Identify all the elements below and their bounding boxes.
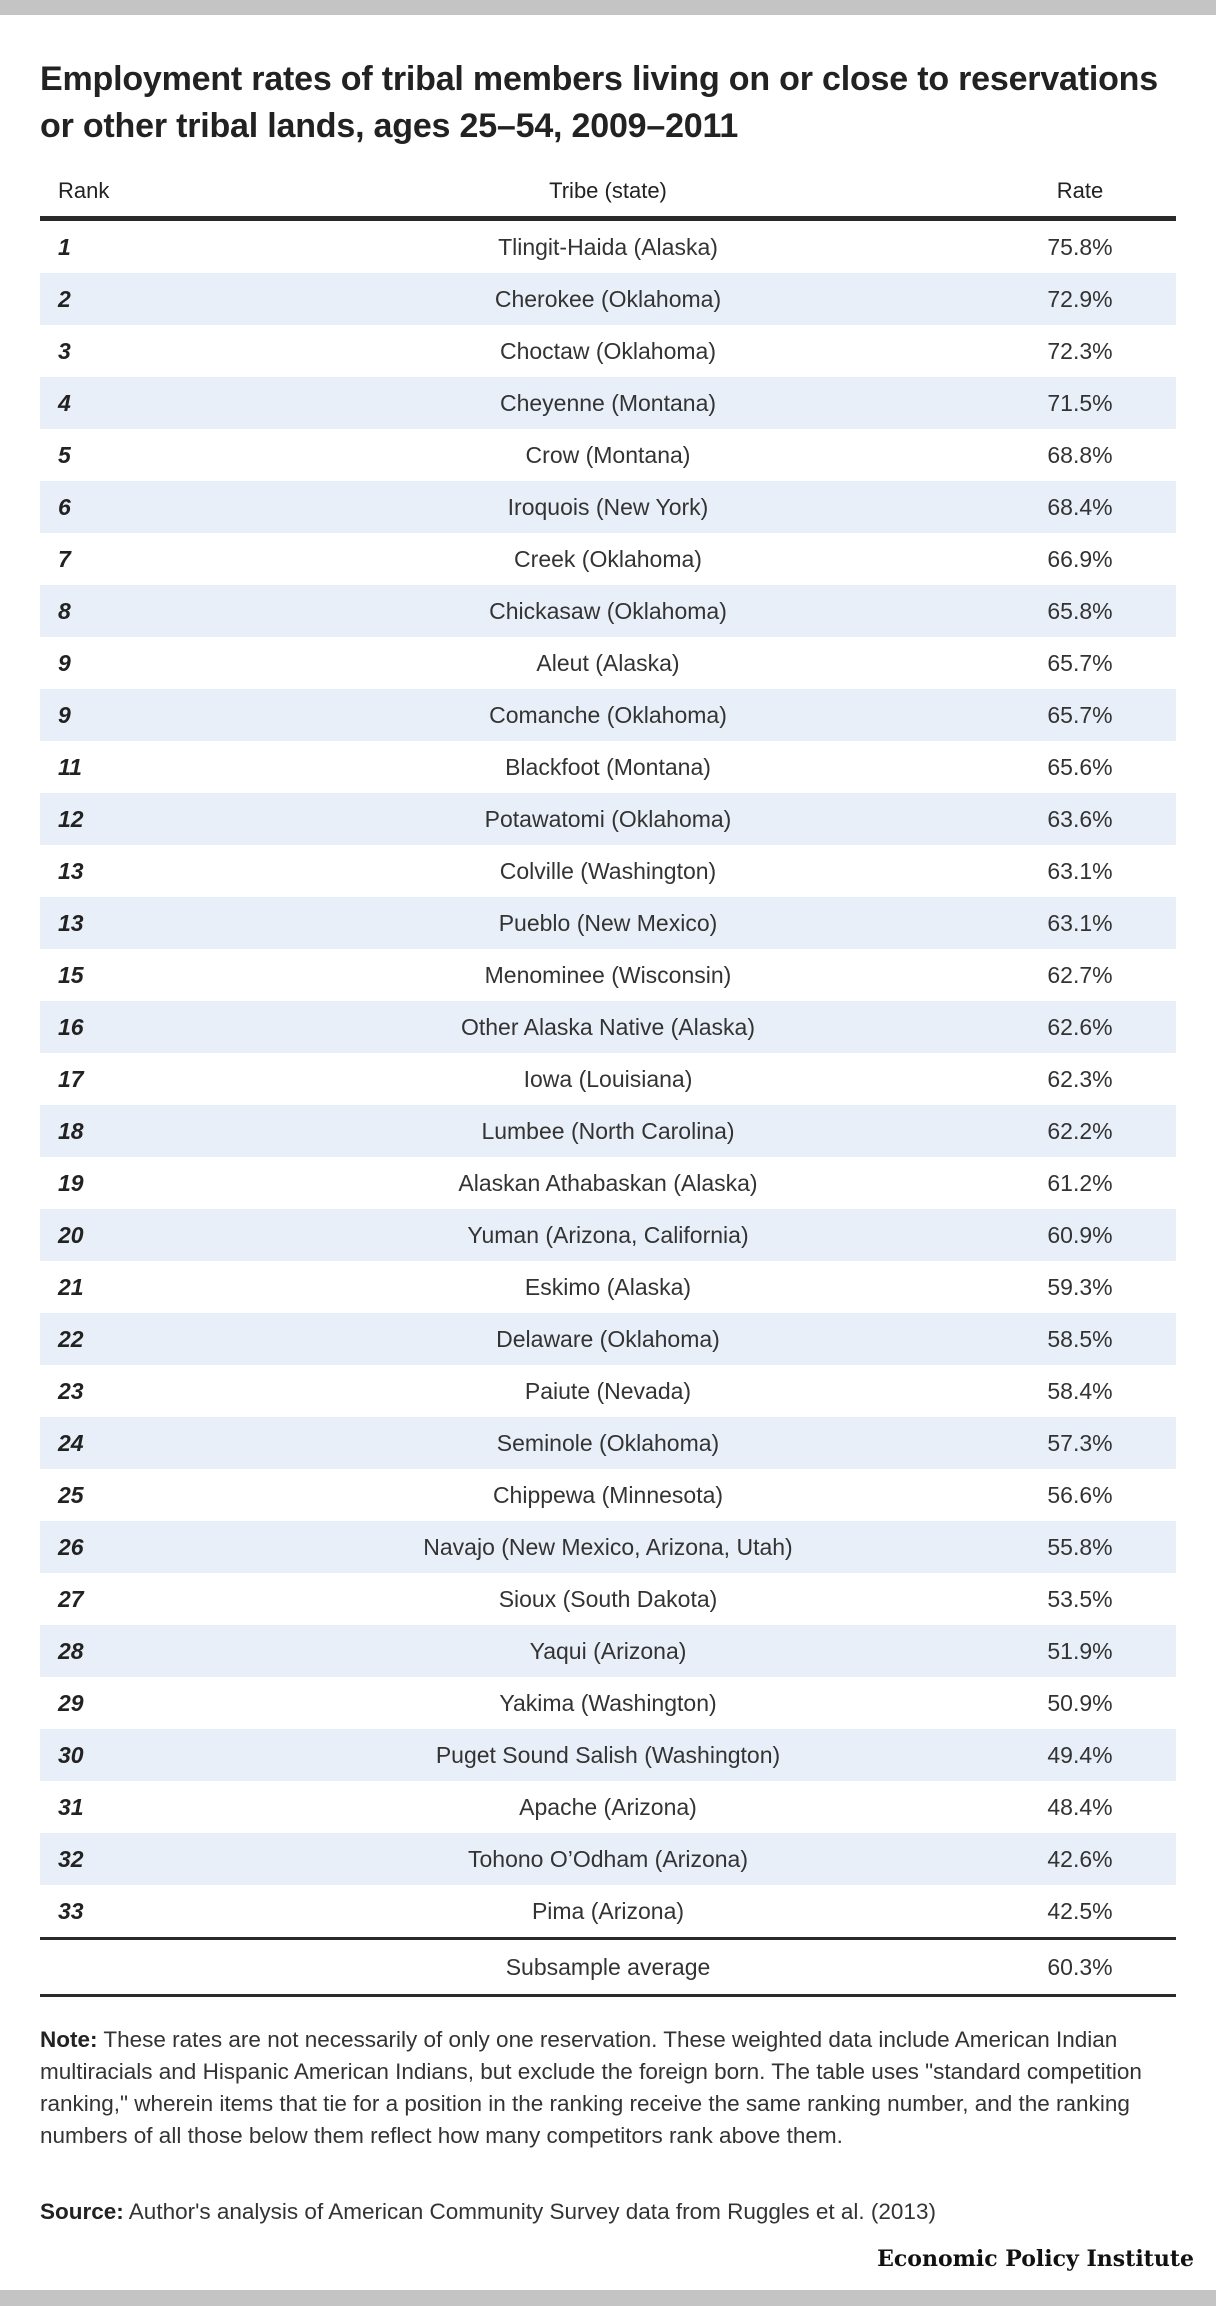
chart-title: Employment rates of tribal members living on or close to reservations or other tribal lands, ages 25–54, 2009–2011 — [40, 60, 1158, 145]
tribe-cell: Yakima (Washington) — [499, 1690, 717, 1716]
rate-cell: 53.5% — [1047, 1586, 1113, 1612]
note — [40, 2024, 1180, 2152]
tribe-cell: Tohono O’Odham (Arizona) — [468, 1846, 748, 1872]
summary-row — [40, 1937, 1176, 1997]
table-row — [40, 1365, 1176, 1417]
top-frame-bar — [0, 0, 1216, 15]
rank-cell: 8 — [58, 598, 71, 624]
rate-cell: 56.6% — [1047, 1482, 1113, 1508]
table-row — [40, 429, 1176, 481]
rank-cell: 13 — [58, 910, 84, 936]
header-rank: Rank — [58, 178, 110, 203]
header-rate: Rate — [1056, 178, 1104, 203]
note-label: Note: — [40, 2027, 98, 2052]
rank-cell: 16 — [58, 1014, 84, 1040]
table-row — [40, 845, 1176, 897]
rank-cell: 11 — [58, 754, 82, 780]
tribe-cell: Aleut (Alaska) — [536, 650, 680, 676]
table-row — [40, 689, 1176, 741]
rank-cell: 2 — [58, 286, 71, 312]
table-row — [40, 1521, 1176, 1573]
table-row — [40, 1469, 1176, 1521]
tribe-cell: Apache (Arizona) — [519, 1794, 697, 1820]
tribe-cell: Chippewa (Minnesota) — [492, 1482, 724, 1508]
table-row — [40, 1209, 1176, 1261]
rank-cell: 28 — [58, 1638, 84, 1664]
rate-cell: 55.8% — [1047, 1534, 1113, 1560]
rate-cell: 72.9% — [1047, 286, 1113, 312]
table-row — [40, 1729, 1176, 1781]
rate-cell: 65.8% — [1047, 598, 1113, 624]
table-row — [40, 1781, 1176, 1833]
rate-cell: 75.8% — [1047, 234, 1113, 260]
rate-cell: 51.9% — [1047, 1638, 1113, 1664]
rank-cell: 30 — [58, 1742, 84, 1768]
rate-cell: 60.9% — [1047, 1222, 1113, 1248]
rate-cell: 42.6% — [1047, 1846, 1113, 1872]
publisher-credit: Economic Policy Institute — [877, 2246, 1194, 2272]
table-row — [40, 481, 1176, 533]
table-row — [40, 377, 1176, 429]
rate-cell: 42.5% — [1047, 1898, 1113, 1924]
rate-cell: 49.4% — [1047, 1742, 1113, 1768]
rank-cell: 31 — [58, 1794, 84, 1820]
tribe-cell: Comanche (Oklahoma) — [489, 702, 727, 728]
rank-cell: 26 — [58, 1534, 84, 1560]
tribe-cell: Yaqui (Arizona) — [529, 1638, 687, 1664]
tribe-cell: Chickasaw (Oklahoma) — [489, 598, 727, 624]
rank-cell: 27 — [58, 1586, 84, 1612]
tribe-cell: Tlingit-Haida (Alaska) — [498, 234, 718, 260]
tribe-cell: Cherokee (Oklahoma) — [494, 286, 722, 312]
table-row — [40, 1313, 1176, 1365]
rank-cell: 21 — [58, 1274, 84, 1300]
tribe-cell: Blackfoot (Montana) — [505, 754, 711, 780]
rank-cell: 29 — [58, 1690, 84, 1716]
tribe-cell: Cheyenne (Montana) — [499, 390, 717, 416]
rate-cell: 58.5% — [1047, 1326, 1113, 1352]
table-row — [40, 793, 1176, 845]
table-row — [40, 585, 1176, 637]
table-row — [40, 1625, 1176, 1677]
rate-cell: 50.9% — [1047, 1690, 1113, 1716]
tribe-cell: Puget Sound Salish (Washington) — [435, 1742, 781, 1768]
table-row — [40, 325, 1176, 377]
summary-label: Subsample average — [505, 1954, 711, 1980]
rank-cell: 20 — [58, 1222, 84, 1248]
rank-cell: 1 — [58, 234, 71, 260]
rank-cell: 9 — [58, 702, 71, 728]
tribe-cell: Menominee (Wisconsin) — [484, 962, 732, 988]
table-row — [40, 1833, 1176, 1885]
table-row — [40, 221, 1176, 273]
rank-cell: 13 — [58, 858, 84, 884]
table-row — [40, 1105, 1176, 1157]
table-row — [40, 1261, 1176, 1313]
rate-cell: 63.6% — [1047, 806, 1113, 832]
tribe-cell: Paiute (Nevada) — [524, 1378, 692, 1404]
bottom-frame-bar — [0, 2290, 1216, 2306]
rank-cell: 4 — [58, 390, 71, 416]
note-text: These rates are not necessarily of only one reservation. These weighted data include American Indian multiracials and Hispanic American Indians, but exclude the foreign born. The table uses "standard competition ranking," wherein items that tie for a position in the ranking receive the same ranking number, and the ranking numbers of all those below them reflect how many competitors rank above them. — [40, 2027, 1142, 2148]
rate-cell: 62.6% — [1047, 1014, 1113, 1040]
rate-cell: 68.4% — [1047, 494, 1113, 520]
rank-cell: 19 — [58, 1170, 84, 1196]
rate-cell: 58.4% — [1047, 1378, 1113, 1404]
tribe-cell: Iowa (Louisiana) — [523, 1066, 693, 1092]
header-tribe: Tribe (state) — [549, 178, 667, 203]
table-row — [40, 1417, 1176, 1469]
rate-cell: 62.2% — [1047, 1118, 1113, 1144]
source-label: Source: — [40, 2199, 124, 2224]
rate-cell: 65.7% — [1047, 702, 1113, 728]
table-row — [40, 1573, 1176, 1625]
source — [40, 2196, 1180, 2228]
tribe-cell: Other Alaska Native (Alaska) — [460, 1014, 755, 1040]
table-header — [40, 170, 1176, 221]
rank-cell: 22 — [58, 1326, 84, 1352]
tribe-cell: Seminole (Oklahoma) — [496, 1430, 720, 1456]
rank-cell: 6 — [58, 494, 71, 520]
table-row — [40, 533, 1176, 585]
table-row — [40, 1001, 1176, 1053]
tribe-cell: Sioux (South Dakota) — [498, 1586, 718, 1612]
tribe-cell: Pueblo (New Mexico) — [498, 910, 718, 936]
rank-cell: 17 — [58, 1066, 84, 1092]
rate-cell: 62.3% — [1047, 1066, 1113, 1092]
tribe-cell: Creek (Oklahoma) — [514, 546, 702, 572]
rate-cell: 71.5% — [1047, 390, 1113, 416]
rank-cell: 23 — [58, 1378, 84, 1404]
source-text: Author's analysis of American Community Survey data from Ruggles et al. (2013) — [128, 2199, 936, 2224]
tribe-cell: Choctaw (Oklahoma) — [499, 338, 717, 364]
rank-cell: 25 — [58, 1482, 84, 1508]
tribe-cell: Crow (Montana) — [525, 442, 691, 468]
tribe-cell: Iroquois (New York) — [507, 494, 709, 520]
rank-cell: 15 — [58, 962, 84, 988]
rank-cell: 12 — [58, 806, 84, 832]
rank-cell: 18 — [58, 1118, 84, 1144]
tribe-cell: Yuman (Arizona, California) — [467, 1222, 749, 1248]
table-row — [40, 741, 1176, 793]
rank-cell: 9 — [58, 650, 71, 676]
tribe-cell: Delaware (Oklahoma) — [496, 1326, 720, 1352]
rate-cell: 48.4% — [1047, 1794, 1113, 1820]
rate-cell: 63.1% — [1047, 858, 1113, 884]
rate-cell: 72.3% — [1047, 338, 1113, 364]
table-row — [40, 1157, 1176, 1209]
rank-cell: 33 — [58, 1898, 84, 1924]
table-row — [40, 1677, 1176, 1729]
rate-cell: 65.7% — [1047, 650, 1113, 676]
tribe-cell: Lumbee (North Carolina) — [481, 1118, 735, 1144]
table-row — [40, 1885, 1176, 1937]
table-row — [40, 949, 1176, 1001]
table-row — [40, 897, 1176, 949]
tribe-cell: Colville (Washington) — [499, 858, 717, 884]
data-table — [40, 170, 1176, 1997]
rate-cell: 59.3% — [1047, 1274, 1113, 1300]
tribe-cell: Potawatomi (Oklahoma) — [484, 806, 732, 832]
tribe-cell: Eskimo (Alaska) — [524, 1274, 692, 1300]
rank-cell: 7 — [58, 546, 71, 572]
rate-cell: 63.1% — [1047, 910, 1113, 936]
rate-cell: 57.3% — [1047, 1430, 1113, 1456]
rank-cell: 24 — [58, 1430, 84, 1456]
rate-cell: 66.9% — [1047, 546, 1113, 572]
summary-rate: 60.3% — [1047, 1954, 1113, 1980]
rank-cell: 3 — [58, 338, 71, 364]
rate-cell: 68.8% — [1047, 442, 1113, 468]
table-body — [40, 221, 1176, 1937]
tribe-cell: Navajo (New Mexico, Arizona, Utah) — [423, 1534, 793, 1560]
table-row — [40, 1053, 1176, 1105]
rate-cell: 62.7% — [1047, 962, 1113, 988]
tribe-cell: Alaskan Athabaskan (Alaska) — [458, 1170, 758, 1196]
tribe-cell: Pima (Arizona) — [531, 1898, 685, 1924]
table-row — [40, 637, 1176, 689]
table-row — [40, 273, 1176, 325]
rate-cell: 61.2% — [1047, 1170, 1113, 1196]
rank-cell: 32 — [58, 1846, 84, 1872]
rate-cell: 65.6% — [1047, 754, 1113, 780]
rank-cell: 5 — [58, 442, 71, 468]
